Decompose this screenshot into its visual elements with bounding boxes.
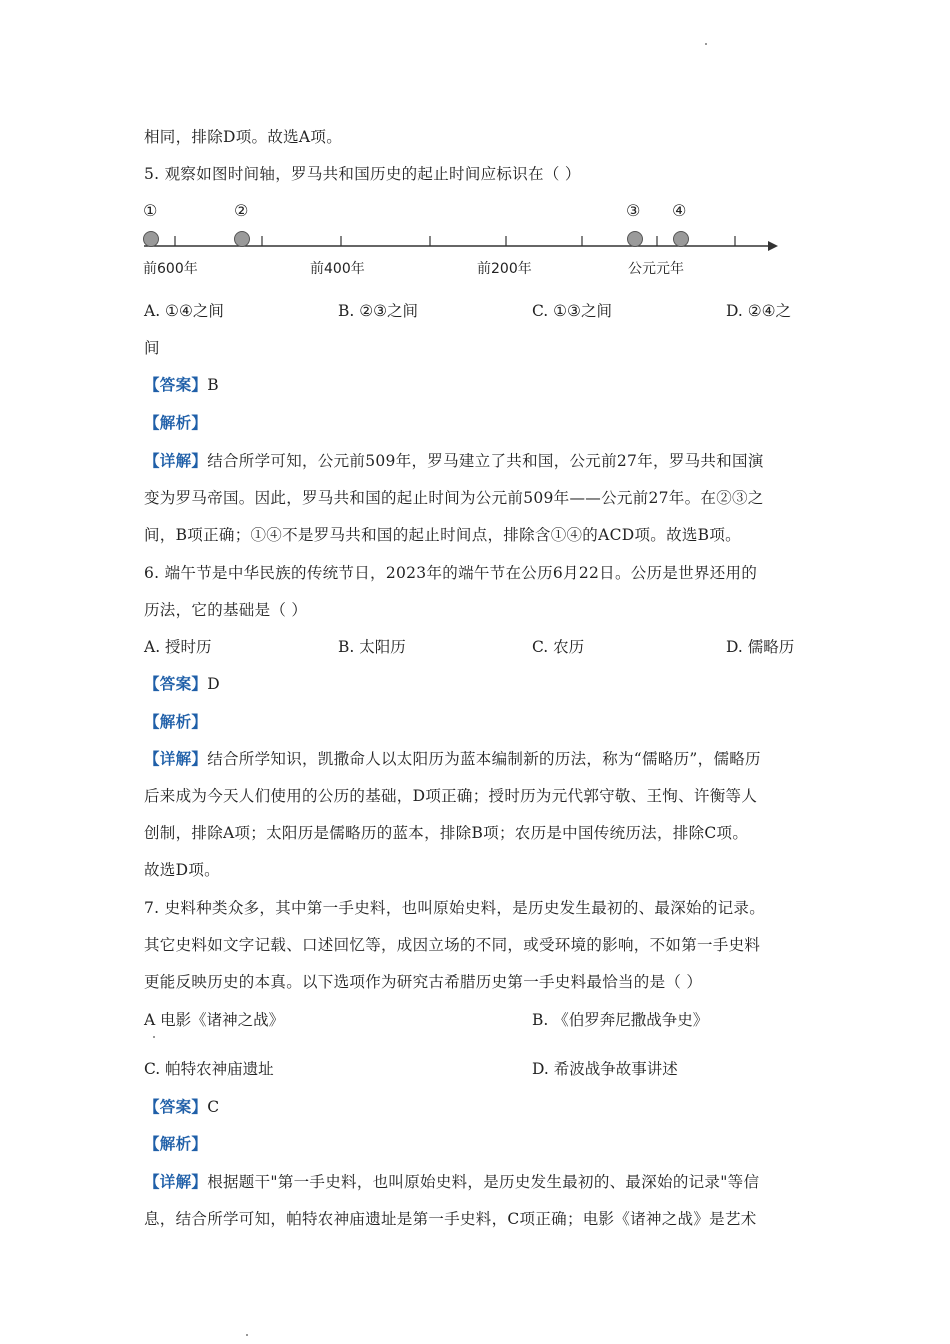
answer-tag: 【答案】 [144, 675, 208, 693]
q5-analysis-heading: 【解析】 [144, 414, 208, 432]
question-7: 7. 史料种类众多，其中第一手史料，也叫原始史料，是历史发生最初的、最深始的记录。 [144, 899, 766, 917]
q5-option-a: A. ①④之间 [144, 302, 224, 320]
q6-detail-line: 故选D项。 [144, 861, 220, 879]
answer-tag: 【答案】 [144, 1098, 208, 1116]
q7-option-a: A 电影《诸神之战》 [144, 1011, 285, 1029]
timeline-marker-2-label: ② [234, 201, 249, 220]
q5-option-c: C. ①③之间 [532, 302, 612, 320]
question-6: 6. 端午节是中华民族的传统节日，2023年的端午节在公历6月22日。公历是世界还用的 [144, 564, 758, 582]
timeline-label-600bc: 前600年 [143, 261, 198, 277]
timeline-marker-2 [235, 232, 250, 247]
timeline-arrowhead [768, 241, 778, 251]
q7-answer [144, 1095, 219, 1117]
q7-option-d: D. 希波战争故事讲述 [532, 1060, 678, 1078]
q6-option-c: C. 农历 [532, 638, 585, 656]
timeline-marker-4-label: ④ [672, 201, 687, 220]
timeline-label-400bc: 前400年 [310, 261, 365, 277]
question-7-cont: 其它史料如文字记载、口述回忆等，成因立场的不同，或受环境的影响，不如第一手史料 [144, 936, 761, 954]
answer-tag: 【答案】 [144, 376, 208, 394]
timeline-label-ad1: 公元元年 [628, 261, 684, 277]
q5-answer [144, 373, 219, 395]
answer-value: D [207, 675, 220, 693]
timeline-marker-1 [144, 232, 159, 247]
q7-option-b: B. 《伯罗奔尼撒战争史》 [532, 1011, 709, 1029]
detail-text: 结合所学知识，凯撒命人以太阳历为蓝本编制新的历法，称为“儒略历”，儒略历 [207, 750, 761, 768]
page-mark-bottom [246, 1334, 248, 1336]
timeline-marker-3 [628, 232, 643, 247]
q5-option-d: D. ②④之 [726, 302, 792, 320]
q7-detail-line: 息，结合所学可知，帕特农神庙遗址是第一手史料，C项正确；电影《诸神之战》是艺术 [144, 1210, 757, 1228]
q5-option-d-wrap: 间 [144, 339, 160, 357]
q6-detail-line: 后来成为今天人们使用的公历的基础，D项正确；授时历为元代郭守敬、王恂、许衡等人 [144, 787, 758, 805]
detail-text: 结合所学可知，公元前509年，罗马建立了共和国，公元前27年，罗马共和国演 [207, 452, 764, 470]
q6-option-b: B. 太阳历 [338, 638, 406, 656]
q6-analysis-heading: 【解析】 [144, 713, 208, 731]
q6-detail-line: 创制，排除A项；太阳历是儒略历的蓝本，排除B项；农历是中国传统历法，排除C项。 [144, 824, 749, 842]
q5-detail-line [144, 449, 764, 471]
q5-detail-line: 间，B项正确；①④不是罗马共和国的起止时间点，排除含①④的ACD项。故选B项。 [144, 526, 741, 544]
timeline-marker-3-label: ③ [626, 201, 641, 220]
q7-analysis-heading: 【解析】 [144, 1135, 208, 1153]
question-7-cont: 更能反映历史的本真。以下选项作为研究古希腊历史第一手史料最恰当的是（ ） [144, 973, 703, 991]
detail-text: 根据题干"第一手史料，也叫原始史料，是历史发生最初的、最深始的记录"等信 [207, 1173, 760, 1191]
q7-detail-line [144, 1170, 759, 1192]
timeline-marker-1-label: ① [143, 201, 158, 220]
detail-tag: 【详解】 [144, 452, 208, 470]
page-mark-top [705, 43, 707, 45]
timeline-figure [140, 196, 790, 280]
q6-answer [144, 672, 220, 694]
question-6-cont: 历法，它的基础是（ ） [144, 601, 308, 619]
q6-option-d: D. 儒略历 [726, 638, 795, 656]
answer-value: B [207, 376, 219, 394]
q5-detail-line: 变为罗马帝国。因此，罗马共和国的起止时间为公元前509年——公元前27年。在②③之 [144, 489, 764, 507]
option-dot [153, 1036, 155, 1038]
detail-tag: 【详解】 [144, 750, 208, 768]
timeline-marker-4 [674, 232, 689, 247]
q5-option-b: B. ②③之间 [338, 302, 419, 320]
question-5: 5. 观察如图时间轴，罗马共和国历史的起止时间应标识在（ ） [144, 165, 581, 183]
detail-tag: 【详解】 [144, 1173, 208, 1191]
q7-option-c: C. 帕特农神庙遗址 [144, 1060, 274, 1078]
q6-detail-line [144, 747, 761, 769]
text-line: 相同，排除D项。故选A项。 [144, 128, 343, 146]
answer-value: C [207, 1098, 220, 1116]
q6-option-a: A. 授时历 [144, 638, 212, 656]
timeline-label-200bc: 前200年 [477, 261, 532, 277]
